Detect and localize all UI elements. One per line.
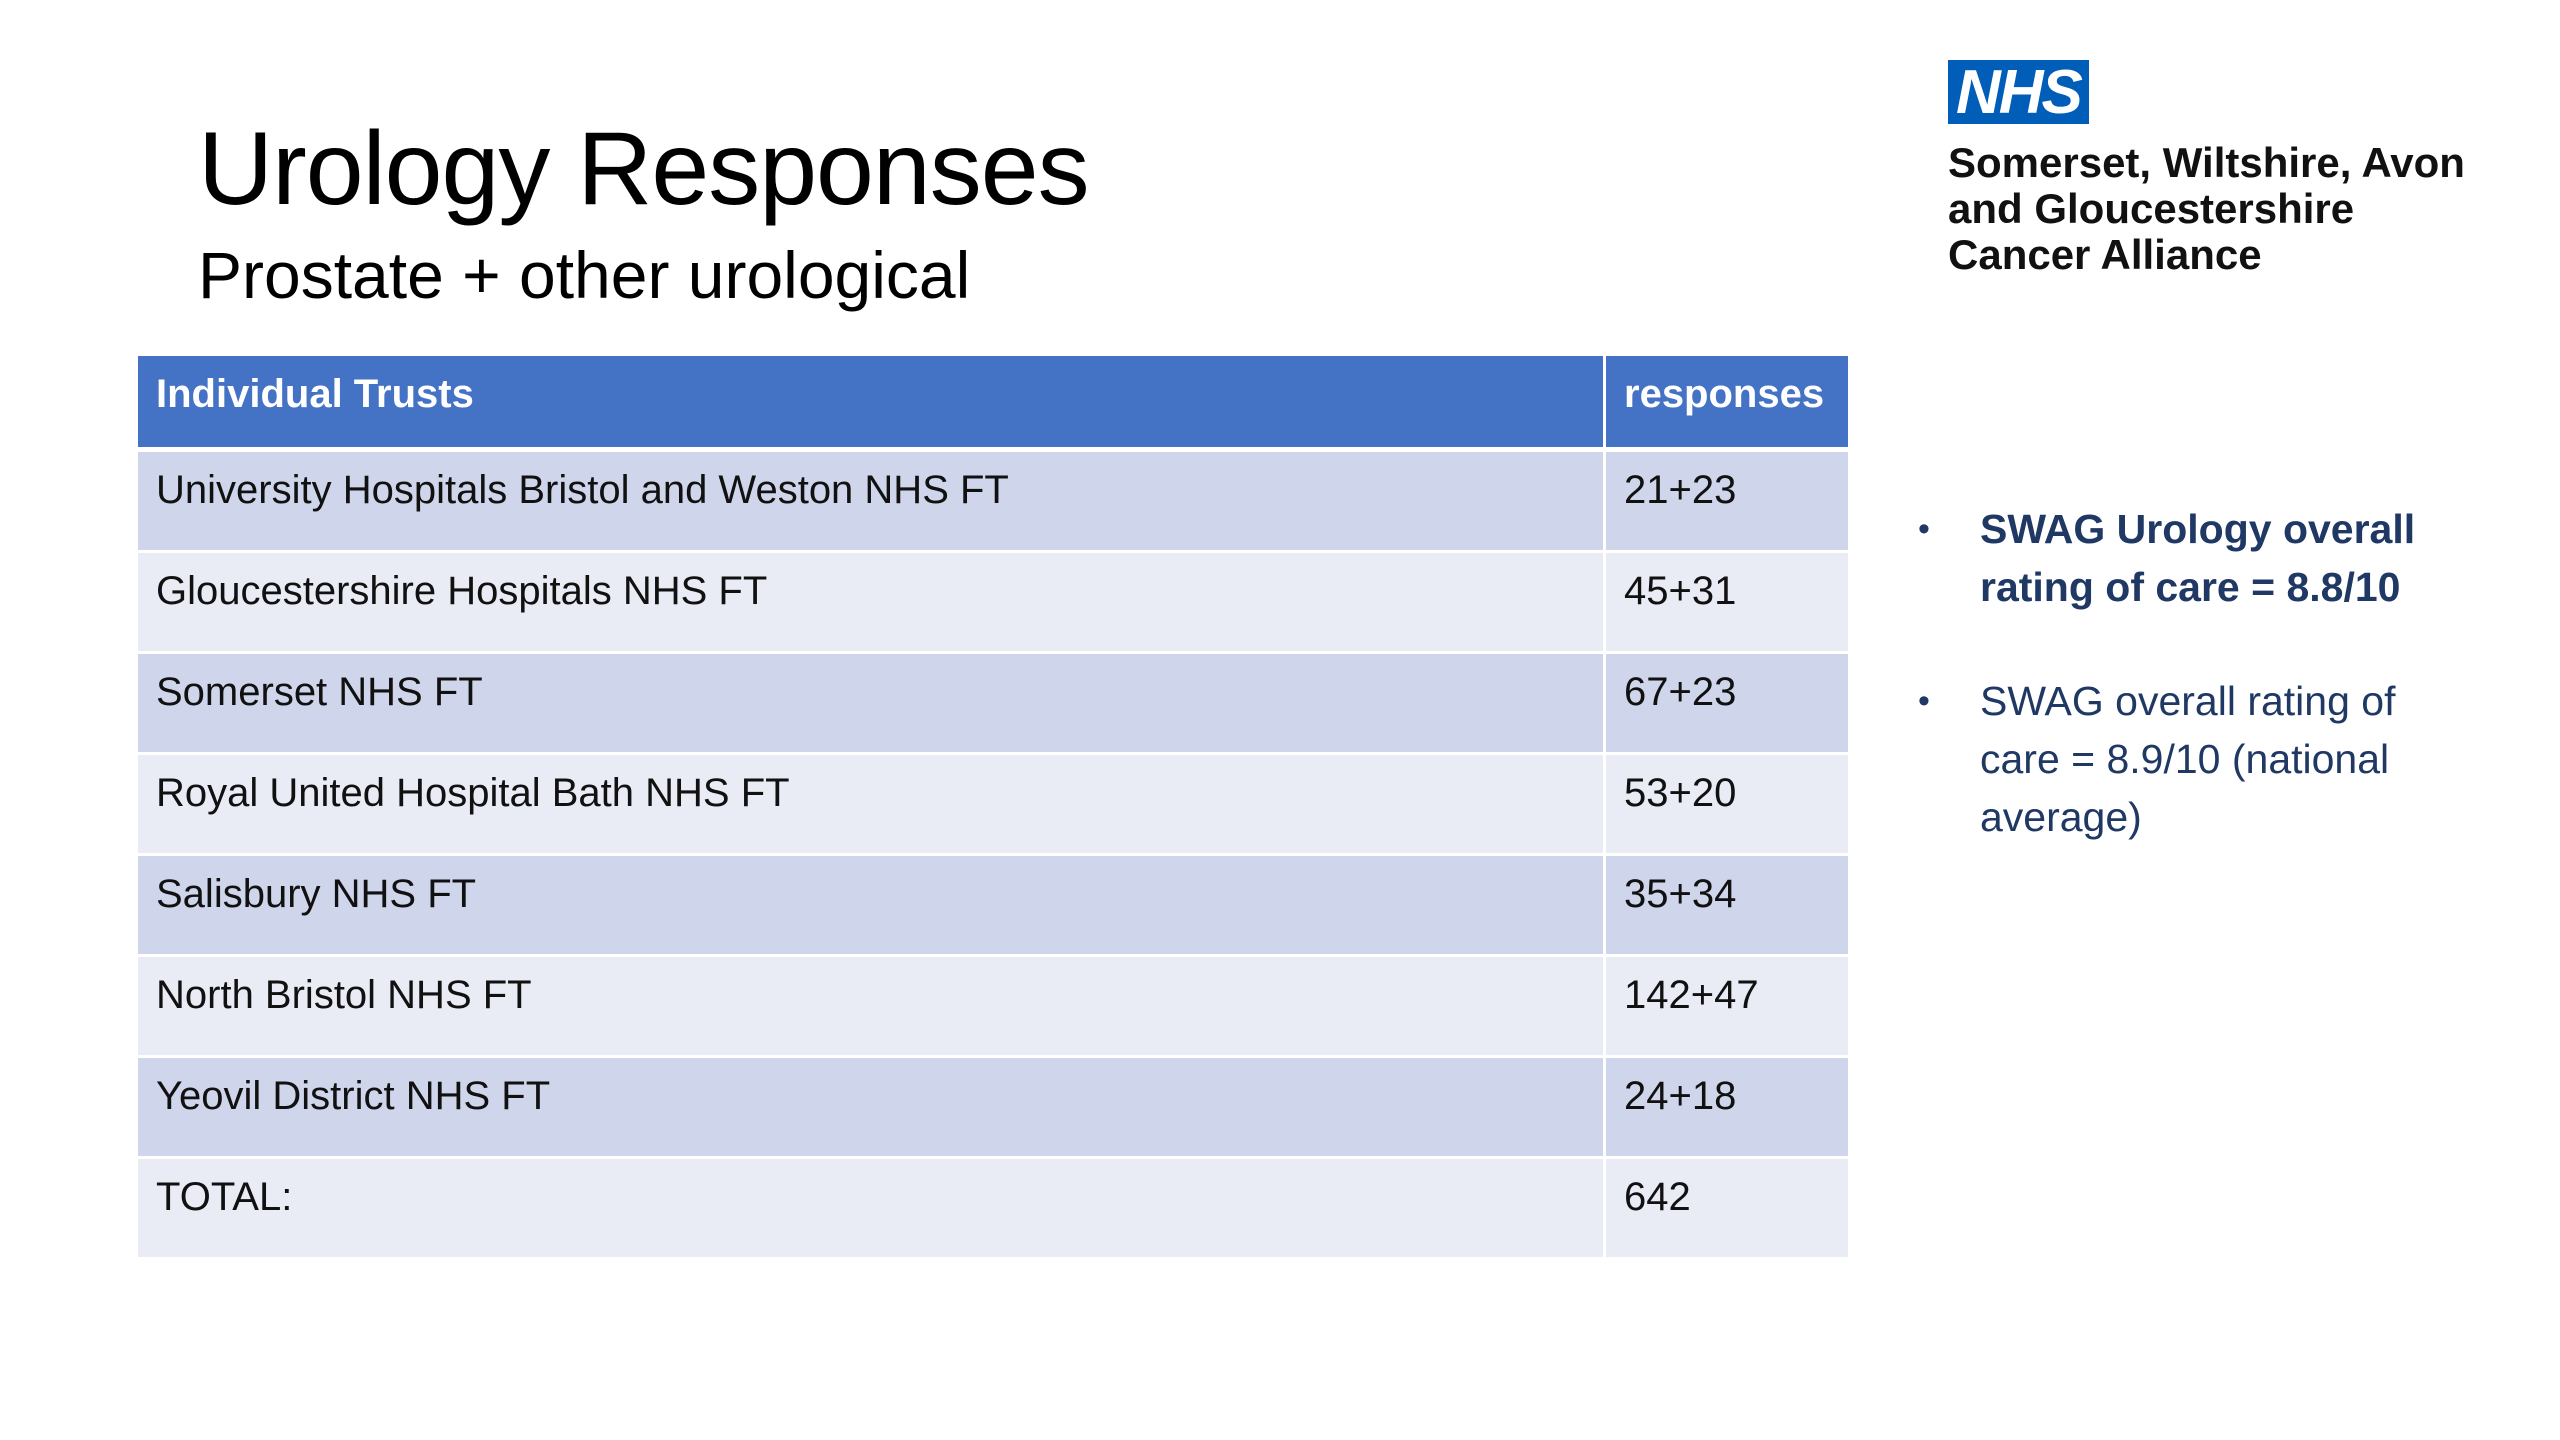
table-row bbox=[138, 1058, 1848, 1159]
logo-text bbox=[1948, 140, 2488, 278]
bullet-urology-rating bbox=[1918, 500, 2478, 616]
trust-name-cell: Gloucestershire Hospitals NHS FT bbox=[138, 553, 1606, 654]
nhs-logo-icon: NHS bbox=[1948, 60, 2089, 124]
table-row bbox=[138, 553, 1848, 654]
responses-cell: 67+23 bbox=[1606, 654, 1848, 755]
logo-line-1: Somerset, Wiltshire, Avon bbox=[1948, 139, 2465, 186]
total-value-cell: 642 bbox=[1606, 1159, 1848, 1260]
logo-line-3: Cancer Alliance bbox=[1948, 231, 2262, 278]
responses-cell: 45+31 bbox=[1606, 553, 1848, 654]
table-row bbox=[138, 856, 1848, 957]
responses-cell: 35+34 bbox=[1606, 856, 1848, 957]
nhs-cancer-alliance-logo bbox=[1948, 60, 2488, 278]
trust-name-cell: Somerset NHS FT bbox=[138, 654, 1606, 755]
trust-name-cell: Royal United Hospital Bath NHS FT bbox=[138, 755, 1606, 856]
slide-title: Urology Responses bbox=[198, 111, 1089, 227]
slide-subtitle: Prostate + other urological bbox=[198, 238, 971, 312]
table-row bbox=[138, 957, 1848, 1058]
logo-line-2: and Gloucestershire bbox=[1948, 185, 2355, 232]
bullet-dot-icon: • bbox=[1918, 510, 1930, 548]
trust-name-cell: Salisbury NHS FT bbox=[138, 856, 1606, 957]
bullet-overall-rating bbox=[1918, 672, 2478, 846]
responses-cell: 142+47 bbox=[1606, 957, 1848, 1058]
trust-name-cell: Yeovil District NHS FT bbox=[138, 1058, 1606, 1159]
bullet-text: SWAG overall rating of care = 8.9/10 (national average) bbox=[1980, 678, 2396, 840]
table-total-row bbox=[138, 1159, 1848, 1260]
trust-name-cell: North Bristol NHS FT bbox=[138, 957, 1606, 1058]
total-label-cell: TOTAL: bbox=[138, 1159, 1606, 1260]
table-header-row bbox=[138, 356, 1848, 452]
bullet-dot-icon: • bbox=[1918, 682, 1930, 720]
summary-bullets bbox=[1918, 500, 2478, 902]
header-individual-trusts: Individual Trusts bbox=[138, 356, 1606, 452]
responses-cell: 53+20 bbox=[1606, 755, 1848, 856]
header-responses: responses bbox=[1606, 356, 1848, 452]
trusts-responses-table bbox=[138, 356, 1848, 1260]
responses-cell: 24+18 bbox=[1606, 1058, 1848, 1159]
trust-name-cell: University Hospitals Bristol and Weston NHS FT bbox=[138, 452, 1606, 553]
bullet-text: SWAG Urology overall rating of care = 8.8/10 bbox=[1980, 506, 2416, 610]
table-row bbox=[138, 654, 1848, 755]
table-row bbox=[138, 755, 1848, 856]
table-row bbox=[138, 452, 1848, 553]
responses-cell: 21+23 bbox=[1606, 452, 1848, 553]
